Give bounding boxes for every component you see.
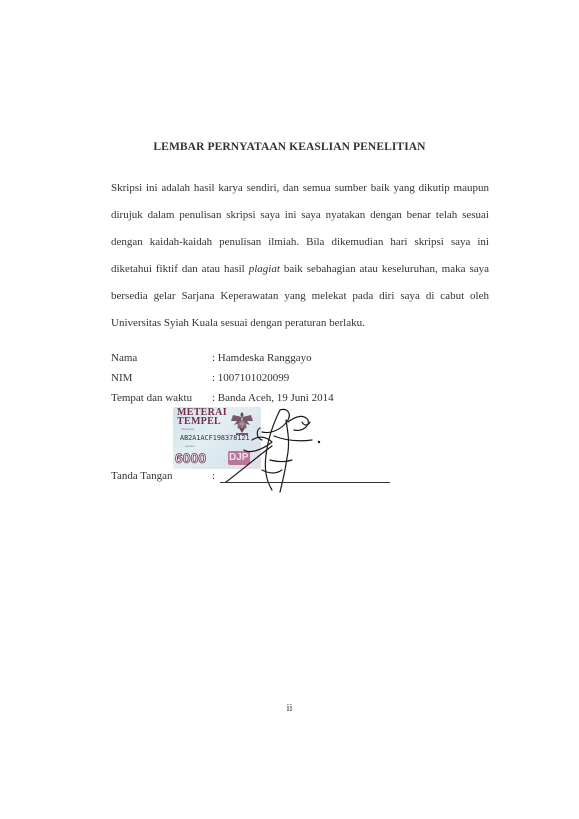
tempat-waktu-label: Tempat dan waktu — [111, 392, 193, 404]
stamp-title — [177, 408, 227, 426]
stamp-serial-code: AB2A1ACF198378121 — [180, 434, 250, 442]
line4-before: diketahui fiktif dan atau hasil — [111, 263, 249, 275]
line4-after: baik sebahagian atau keseluruhan, maka saya — [279, 263, 490, 275]
nim-value: : 1007101020099 — [212, 372, 290, 384]
stamp-title-line1: METERAI — [177, 407, 227, 418]
nama-value: : Hamdeska Ranggayo — [212, 352, 312, 364]
paragraph-line-3: dengan kaidah-kaidah penulisan ilmiah. Bila dikemudian hari skripsi saya ini — [111, 236, 489, 248]
stamp-title-line2: TEMPEL — [177, 416, 222, 427]
page-number: ii — [286, 702, 293, 714]
signature-line — [220, 482, 390, 483]
paragraph-line-2: dirujuk dalam penulisan skripsi saya ini saya nyatakan dengan benar telah sesuai — [111, 209, 489, 221]
handwritten-signature — [222, 400, 332, 500]
stamp-microtext: ▪▪▪▪▪▪▪▪▪▪▪▪ — [181, 427, 194, 431]
stamp-hologram-text: DJP — [229, 452, 249, 463]
page-title: LEMBAR PERNYATAAN KEASLIAN PENELITIAN — [153, 141, 426, 153]
tanda-tangan-colon: : — [212, 470, 216, 482]
plagiat-italic: plagiat — [248, 263, 280, 275]
tanda-tangan-label: Tanda Tangan — [111, 470, 173, 482]
paragraph-line-4 — [111, 262, 489, 277]
nama-label: Nama — [111, 352, 138, 364]
stamp-value: 6000 — [175, 450, 207, 466]
nim-label: NIM — [111, 372, 133, 384]
paragraph-line-6: Universitas Syiah Kuala sesuai dengan peraturan berlaku. — [111, 317, 365, 329]
paragraph-line-5: bersedia gelar Sarjana Keperawatan yang melekat pada diri saya di cabut oleh — [111, 290, 489, 302]
tempat-waktu-value: : Banda Aceh, 19 Juni 2014 — [212, 392, 334, 404]
stamp-microtext-2: ▪▪▪▪▪▪▪▪▪ — [185, 444, 195, 448]
paragraph-line-1: Skripsi ini adalah hasil karya sendiri, dan semua sumber baik yang dikutip maupun — [111, 182, 489, 194]
